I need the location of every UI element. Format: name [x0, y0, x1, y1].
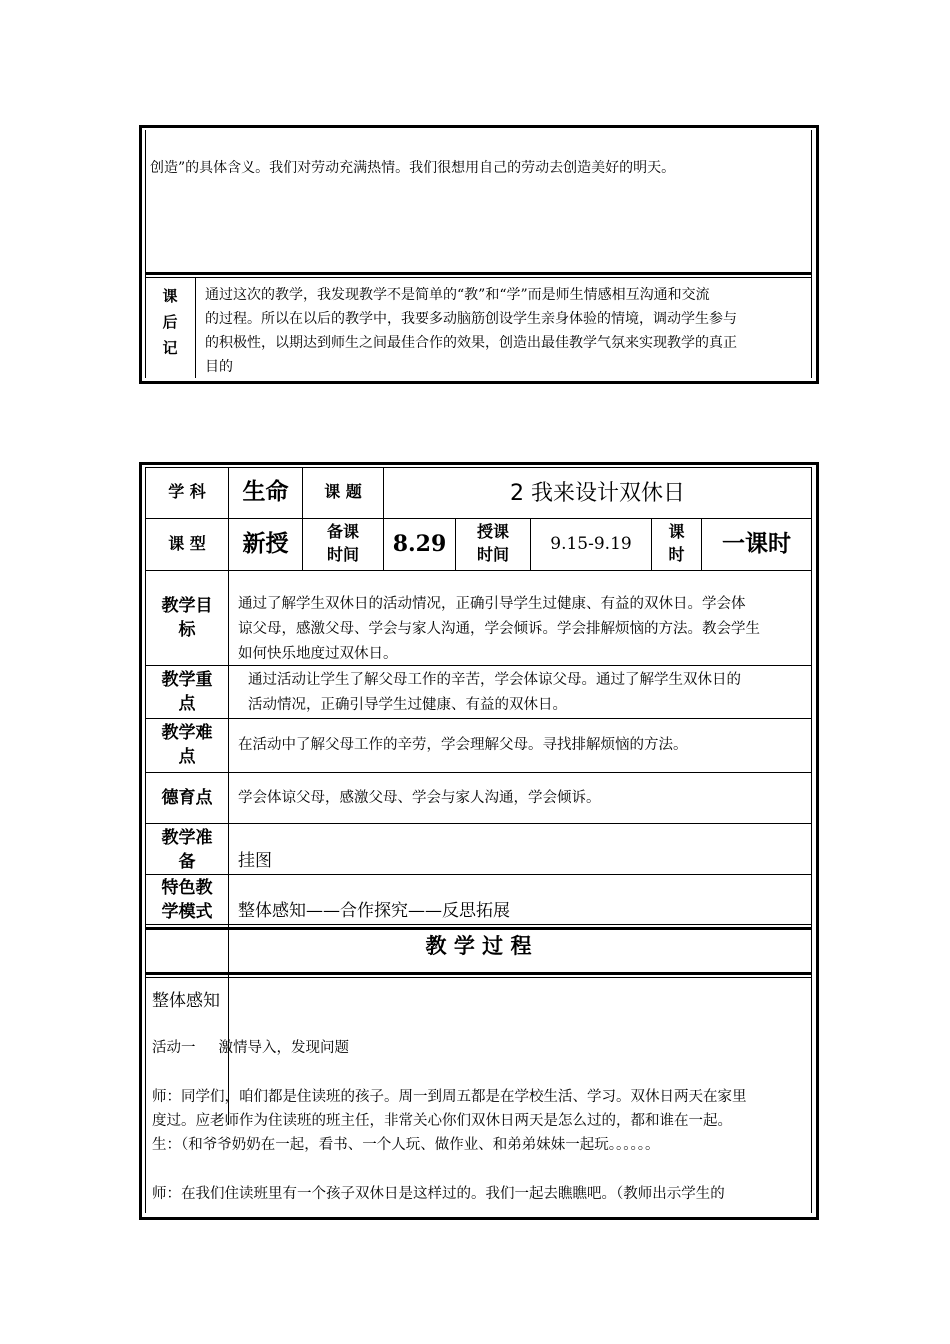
process-title: 教 学 过 程 [425, 934, 532, 958]
process-paragraph-2: 师：在我们住读班里有一个孩子双休日是这样过的。我们一起去瞧瞧吧。（教师出示学生的 [152, 1186, 725, 1202]
activity-heading: 活动一 激情导入，发现问题 [152, 1040, 350, 1056]
period-label-line: 课 [668, 522, 685, 541]
teach-time-label-line: 授课 [476, 522, 509, 541]
goal-label [146, 594, 228, 642]
period-label [652, 520, 701, 566]
key-points-line: 通过活动让学生了解父母工作的辛苦，学会体谅父母。通过了解学生双休日的 [248, 672, 741, 688]
prep-time-label-line: 备课 [326, 522, 359, 541]
preparation-text: 挂图 [238, 851, 272, 871]
paragraph-line: 生：（和爷爷奶奶在一起，看书、一个人玩、做作业、和弟弟妹妹一起玩。。。。。。 [152, 1137, 660, 1153]
key-points-line: 活动情况，正确引导学生过健康、有益的双休日。 [248, 697, 567, 713]
type-label: 课 型 [168, 534, 206, 553]
goal-line: 通过了解学生双休日的活动情况，正确引导学生过健康、有益的双休日。学会体 [238, 596, 746, 612]
afterword-label-char: 后 [162, 313, 178, 331]
difficulty-label-line: 教学难 [161, 723, 213, 743]
preparation-label [146, 826, 228, 874]
goal-line: 如何快乐地度过双休日。 [238, 646, 398, 662]
paragraph-line: 师：同学们，咱们都是住读班的孩子。周一到周五都是在学校生活、学习。双休日两天在家里 [152, 1089, 747, 1105]
teaching-mode-label-line: 学模式 [161, 902, 213, 922]
subject-value: 生命 [242, 479, 289, 505]
goal-text [238, 592, 760, 667]
subject-label: 学 科 [168, 482, 206, 501]
afterword-line: 目的 [205, 359, 233, 375]
difficulty-label-line: 点 [178, 747, 196, 767]
process-paragraph-1 [152, 1085, 747, 1157]
teach-time-label-line: 时间 [476, 545, 509, 564]
prep-time-label [303, 520, 383, 566]
goal-label-line: 标 [178, 620, 196, 640]
afterword-line: 的过程。所以在以后的教学中，我要多动脑筋创设学生亲身体验的情境，调动学生参与 [205, 311, 737, 327]
topic-label: 课 题 [324, 482, 362, 501]
goal-label-line: 教学目 [161, 596, 213, 616]
moral-text: 学会体谅父母，感激父母、学会与家人沟通，学会倾诉。 [238, 790, 601, 806]
teaching-mode-label-line: 特色教 [161, 878, 213, 898]
moral-label: 德育点 [161, 788, 213, 808]
afterword-text [205, 283, 737, 379]
key-points-text [248, 668, 741, 718]
preparation-label-line: 教学准 [161, 828, 213, 848]
teach-time-value: 9.15-9.19 [550, 534, 632, 554]
afterword-line: 通过这次的教学，我发现教学不是简单的“教”和“学”而是师生情感相互沟通和交流 [205, 287, 710, 303]
preparation-label-line: 备 [178, 852, 196, 872]
afterword-line: 的积极性，以期达到师生之间最佳合作的效果，创造出最佳教学气氛来实现教学的真正 [205, 335, 737, 351]
key-points-label-line: 点 [178, 694, 196, 714]
period-value: 一课时 [722, 531, 791, 557]
afterword-label-char: 记 [162, 339, 178, 357]
afterword-label [145, 283, 195, 361]
afterword-label-char: 课 [162, 287, 178, 305]
process-section: 整体感知 [152, 991, 220, 1011]
topic-value: 2 我来设计双休日 [510, 481, 685, 506]
type-value: 新授 [242, 531, 289, 557]
prep-time-label-line: 时间 [326, 545, 359, 564]
teaching-mode-label [146, 876, 228, 924]
teaching-mode-text: 整体感知——合作探究——反思拓展 [238, 901, 510, 921]
key-points-label-line: 教学重 [161, 670, 213, 690]
difficulty-text: 在活动中了解父母工作的辛劳，学会理解父母。寻找排解烦恼的方法。 [238, 737, 688, 753]
key-points-label [146, 668, 228, 716]
goal-line: 谅父母，感激父母、学会与家人沟通，学会倾诉。学会排解烦恼的方法。教会学生 [238, 621, 760, 637]
paragraph-line: 度过。应老师作为住读班的班主任，非常关心你们双休日两天是怎么过的，都和谁在一起。 [152, 1113, 732, 1129]
teach-time-label [456, 520, 530, 566]
difficulty-label [146, 721, 228, 769]
period-label-line: 时 [668, 545, 685, 564]
prep-time-value: 8.29 [392, 531, 447, 557]
continuation-text: 创造”的具体含义。我们对劳动充满热情。我们很想用自己的劳动去创造美好的明天。 [150, 160, 676, 176]
